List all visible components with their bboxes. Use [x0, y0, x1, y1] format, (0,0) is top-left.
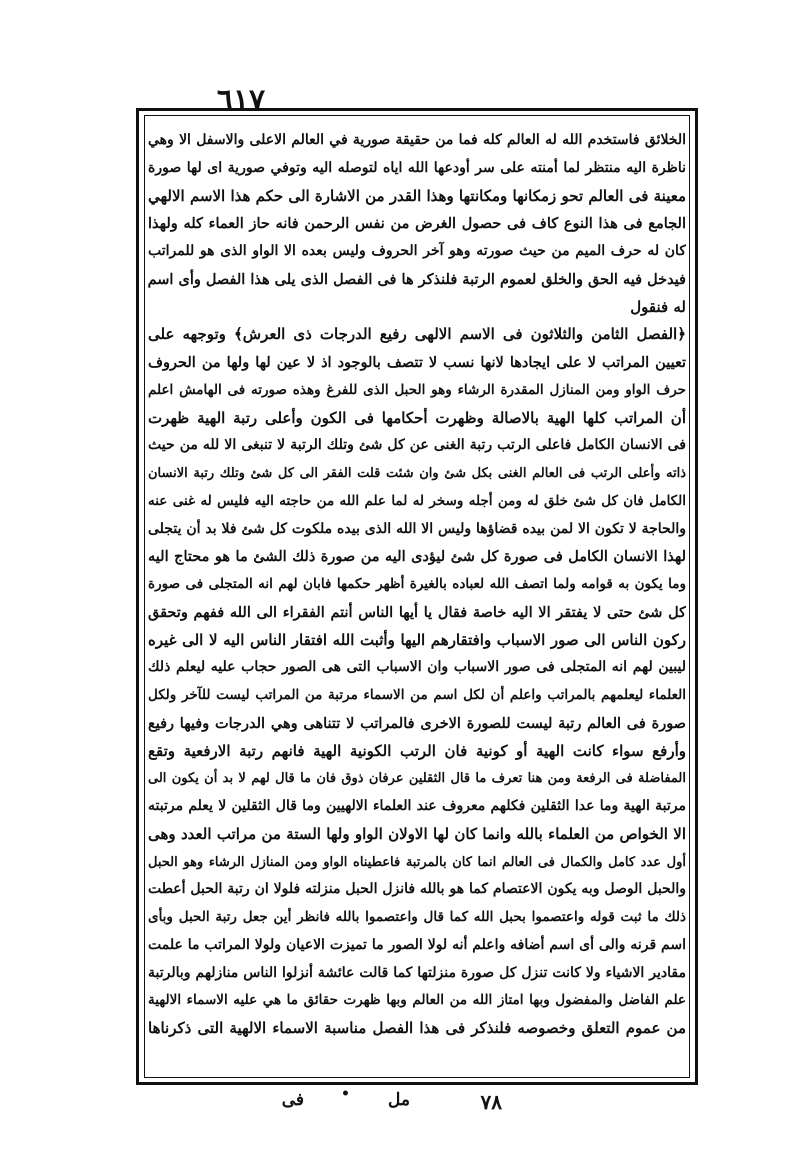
text-line: كل شئ حتى لا يفتقر الا اليه خاصة فقال يا أيها الناس أنتم الفقراء الى الله ففهم وتحقق — [148, 603, 686, 621]
text-line: صورة فى العالم رتبة ليست للصورة الاخرى فالمراتب لا تتناهى وهي الدرجات وفيها رفيع — [148, 714, 686, 732]
page-footer — [270, 1084, 530, 1114]
text-line: أن المراتب كلها الهية بالاصالة وظهرت أحكامها فى الكون وأعلى رتبة الهية ظهرت — [148, 408, 686, 427]
text-line: الخلائق فاستخدم الله له العالم كله فما من حقيقة صورية في العالم الاعلى والاسفل الا وهي — [148, 132, 686, 148]
text-line: حرف الواو ومن المنازل المقدرة الرشاء وهو الحبل الذى للفرغ وهذه صورته فى الهامش اعلم — [148, 381, 686, 398]
text-line: مقادير الاشياء ولا كانت تنزل كل صورة منزلتها كما قالت عائشة أنزلوا الناس منازلهم وبالرتبة — [148, 964, 686, 981]
text-line: مرتبة الهية وما عدا الثقلين فكلهم معروف عند العلماء الالهيين وما قال الثقلين لا يعلم مرتبته — [148, 798, 686, 814]
text-line: ﴿الفصل الثامن والثلاثون فى الاسم الالهى رفيع الدرجات ذى العرش﴾ وتوجهه على — [148, 325, 686, 344]
text-line: ذلك ما ثبت قوله واعتصموا بحبل الله كما قال واعتصموا بالله فانظر أين جعل رتبة الحبل وبأى — [148, 909, 686, 925]
text-line: أول عدد كامل والكمال فى العالم انما كان بالمرتبة فاعطيناه الواو ومن المنازل الرشاء وهو الحبل — [148, 854, 686, 870]
text-line: ركون الناس الى صور الاسباب وافتقارهم اليها وأثبت الله افتقار الناس اليه لا الى غيره — [148, 630, 686, 649]
text-line: ذاته وأعلى الرتب فى العالم الغنى بكل شئ وان شئت قلت الفقر الى كل شئ وتلك رتبة الانسان — [148, 466, 686, 481]
main-text-block — [148, 127, 686, 1073]
text-line: فيدخل فيه الحق والخلق لعموم الرتبة فلنذكر ها فى الفصل الذى يلى هذا الفصل وأى اسم — [148, 270, 686, 288]
text-line: الجامع فى هذا النوع كاف فى حصول الغرض من نفس الرحمن فانه حاز العماء كله ولهذا — [148, 215, 686, 233]
text-line: وما يكون به قوامه ولما اتصف الله لعباده بالغيرة أظهر حكمها فابان لهم انه المتجلى فى صورة — [148, 576, 686, 592]
footer-dot: • — [341, 1086, 350, 1102]
footer-label-fi: فى — [281, 1090, 304, 1110]
text-line: فى الانسان الكامل فاعلى الرتب رتبة الغنى عن كل شئ وتلك الرتبة لا تنبغى الا لله من حيث — [148, 437, 686, 454]
text-line: اسم قرنه والى أى اسم أضافه واعلم أنه لولا الصور ما تميزت الاعيان ولولا المراتب ما علمت — [148, 936, 686, 953]
text-line: ناظرة اليه منتظر لما أمنته على سر أودعها الله اياه لتوصله اليه وتوفي صورية اى لها صورة — [148, 159, 686, 176]
footer-label-mulk: مل — [388, 1090, 410, 1110]
footer-signature-number: ٧٨ — [480, 1090, 502, 1114]
text-line: العلماء ليعلمهم بالمراتب واعلم أن لكل اسم من الاسماء مرتبة من المراتب ليست للآخر ولكل — [148, 687, 686, 703]
text-line: كان له حرف الميم من حيث صورته وهو آخر الحروف وليس بعده الا الواو الذى هو للمراتب — [148, 243, 686, 259]
text-line: المفاضلة فى الرفعة ومن هنا تعرف ما قال الثقلين عرفان ذوق فان ما قال لهم لا بد أن يكون الى — [148, 771, 686, 787]
text-line: وأرفع سواء كانت الهية أو كونية فان الرتب الكونية الهية فانهم رتبة الارفعية وتقع — [148, 741, 686, 760]
text-line: الا الخواص من العلماء بالله وانما كان لها الاولان الواو ولها الستة من مراتب العدد وهى — [148, 824, 686, 843]
text-line: والحاجة لا تكون الا لمن بيده قضاؤها وليس الا الله الذى بيده ملكوت كل شئ فلا بد أن يتجلى — [148, 520, 686, 537]
text-line: ليبين لهم انه المتجلى فى صور الاسباب وان الاسباب التى هى الصور حجاب عليه ليعلم ذلك — [148, 659, 686, 676]
text-line: تعيين المراتب لا على ايجادها لانها نسب لا تتصف بالوجود اذ لا عين لها ولها من الحروف — [148, 354, 686, 371]
text-line: من عموم التعلق وخصوصه فلنذكر فى هذا الفصل مناسبة الاسماء الالهية التى ذكرناها — [148, 1019, 686, 1037]
text-line: معينة فى العالم تحو زمكانها ومكانتها وهذا القدر من الاشارة الى حكم هذا الاسم الالهي — [148, 186, 686, 205]
page-number: ٦١٧ — [216, 83, 266, 118]
text-line: علم الفاضل والمفضول وبها امتاز الله من العالم وبها ظهرت حقائق ما هي عليه الاسماء الالهية — [148, 992, 686, 1009]
text-line: له فنقول — [630, 297, 686, 316]
text-line: لهذا الانسان الكامل فى صورة كل شئ ليؤدى اليه من صورة ذلك الشئ ما هو محتاج اليه — [148, 548, 686, 566]
text-line: والحبل الوصل وبه يكون الاعتصام كما هو بالله فانزل الحبل منزلته فلولا ان رتبة الحبل أعطت — [148, 881, 686, 898]
text-line: الكامل فان كل شئ خلق له ومن أجله وسخر له لما علم الله من حاجته اليه فليس له غنى عنه — [148, 492, 686, 509]
